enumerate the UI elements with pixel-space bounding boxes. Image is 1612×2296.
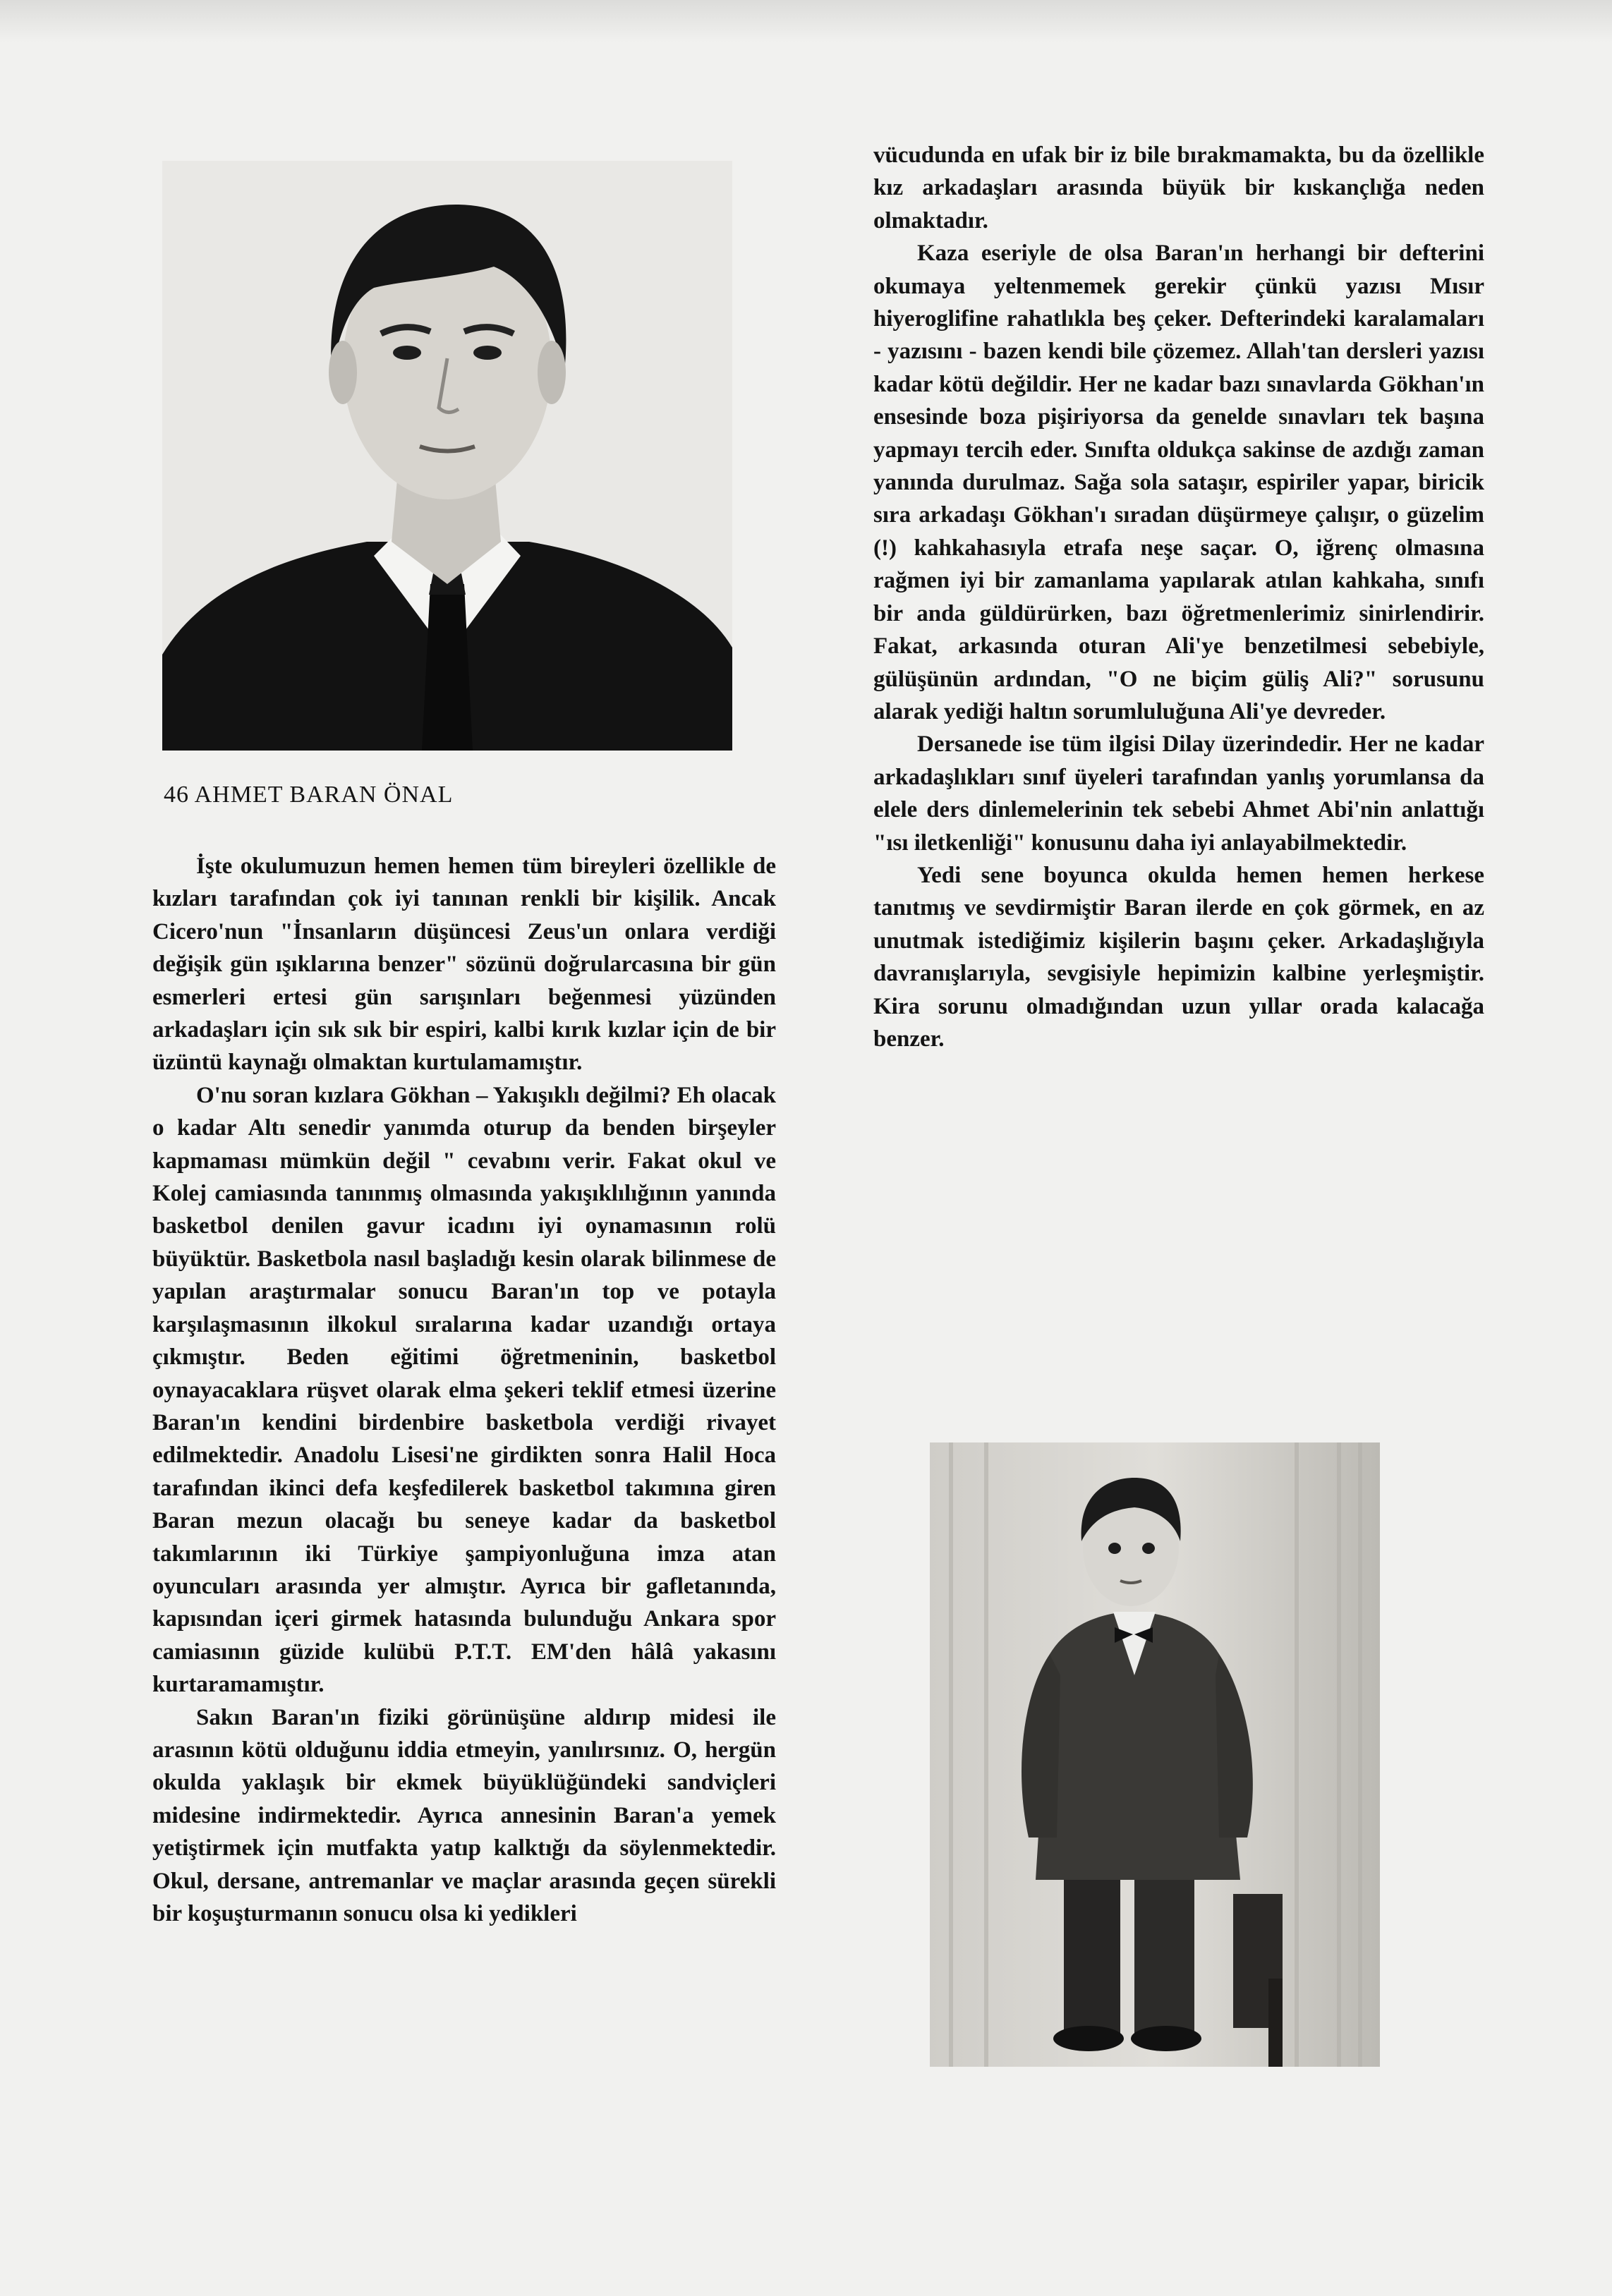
left-paragraph: O'nu soran kızlara Gökhan – Yakışıklı değilmi? Eh olacak o kadar Altı senedir yanımda oturup da benden birşeyler kapmaması mümkün değil " cevabını verir. Fakat okul ve Kolej camiasında tanınmış olmasında yakışıklılığının yanında basketbol denilen gavur icadını iyi oynamasının rolü büyüktür. Basketbola nasıl başladığı kesin olarak bilinmese de yapılan araştırmalar sonucu Baran'ın top ve potayla karşılaşmasının ilkokul sıralarına kadar uzandığı ortaya çıkmıştır. Beden eğitimi öğretmeninin, basketbol oynayacaklara rüşvet olarak elma şekeri teklif etmesi üzerine Baran'ın kendini birdenbire basketbola verdiği rivayet edilmektedir. Anadolu Lisesi'ne girdikten sonra Halil Hoca tarafından ikinci defa keşfedilerek basketbol takımına giren Baran mezun olacağı bu seneye kadar da basketbol takımlarının iki Türkiye şampiyonluğuna imza atan oyuncuları arasında yer almıştır. Ayrıca bir gafletanında, kapısından içeri girmek hatasında bulunduğu Ankara spor camiasının güzide kulübü P.T.T. EM'den hâlâ yakasını kurtaramamıştır.: [152, 1082, 776, 1698]
left-text-column: [152, 850, 776, 1930]
right-text-column: [873, 139, 1484, 1055]
left-paragraph: Sakın Baran'ın fiziki görünüşüne aldırıp midesi ile arasının kötü olduğunu iddia etmeyin, yanılırsınız. O, hergün okulda yaklaşık bir ekmek büyüklüğündeki sandviçleri midesine indirmektedir. Ayrıca annesinin Baran'a yemek yetiştirmek için mutfakta yatıp kalktığı da söylenmektedir. Okul, dersane, antremanlar ve maçlar arasında geçen sürekli bir koşuşturmanın sonucu olsa ki yedikleri: [152, 1704, 776, 1926]
child-photo-image: [930, 1442, 1380, 2067]
right-paragraph: Dersanede ise tüm ilgisi Dilay üzerindedir. Her ne kadar arkadaşlıkları sınıf üyeleri tarafından yanlış yorumlansa da elele ders dinlemelerinin tek sebebi Ahmet Abi'nin anlattığı "ısı iletkenliği" konusunu daha iyi anlayabilmektedir.: [873, 731, 1484, 856]
right-paragraph: Kaza eseriyle de olsa Baran'ın herhangi bir defterini okumaya yeltenmemek gerekir çünkü yazısı Mısır hiyeroglifine rahatlıkla beş çeker. Defterindeki karalamaları - yazısını - bazen kendi bile çözemez. Allah'tan dersleri yazısı kadar kötü değildir. Her ne kadar bazı sınavlarda Gökhan'ın ensesinde boza pişiriyorsa da genelde sınavları tek başına yapmayı tercih eder. Sınıfta oldukça sakinse de azdığı zaman yanında durulmaz. Sağa sola sataşır, espiriler yapar, biricik sıra arkadaşı Gökhan'ı sıradan düşürmeye çalışır, o güzelim (!) kahkahasıyla etrafa neşe saçar. O, iğrenç olmasına rağmen iyi bir zamanlama yapılarak atılan kahkaha, sınıfı bir anda güldürürken, bazı öğretmenlerimiz sinirlendirir. Fakat, arkasında oturan Ali'ye benzetilmesi sebebiyle, gülüşünün ardından, "O ne biçim güliş Ali?" sorusunu alarak yediği haltın sorumluluğuna Ali'ye devreder.: [873, 241, 1484, 724]
right-paragraph: vücudunda en ufak bir iz bile bırakmamakta, bu da özellikle kız arkadaşları arasında büyük bir kıskançlığa neden olmaktadır.: [873, 142, 1484, 233]
portrait-photo-image: [162, 161, 732, 751]
left-paragraph: İşte okulumuzun hemen hemen tüm bireyleri özellikle de kızları tarafından çok iyi tanınan renkli bir kişilik. Ancak Cicero'nun "İnsanların düşüncesi Zeus'un onlara verdiği değişik gün ışıklarına benzer" sözünü doğrularcasına bir gün esmerleri ertesi gün sarışınları beğenmesi yüzünden arkadaşları için sık sık bir espiri, kalbi kırık kızlar için de bir üzüntü kaynağı olmaktan kurtulamamıştır.: [152, 854, 776, 1076]
right-paragraph: Yedi sene boyunca okulda hemen hemen herkese tanıtmış ve sevdirmiştir Baran ilerde en çok görmek, en az unutmak istediğimiz kişilerin başını çeker. Arkadaşlığıyla davranışlarıyla, sevgisiyle hepimizin kalbine yerleşmiştir. Kira sorunu olmadığından uzun yıllar orada kalacağa benzer.: [873, 862, 1484, 1052]
portrait-photo: [162, 161, 732, 751]
portrait-caption: 46 AHMET BARAN ÖNAL: [164, 782, 454, 808]
page-top-shadow: [0, 0, 1612, 42]
child-photo: [930, 1442, 1380, 2067]
